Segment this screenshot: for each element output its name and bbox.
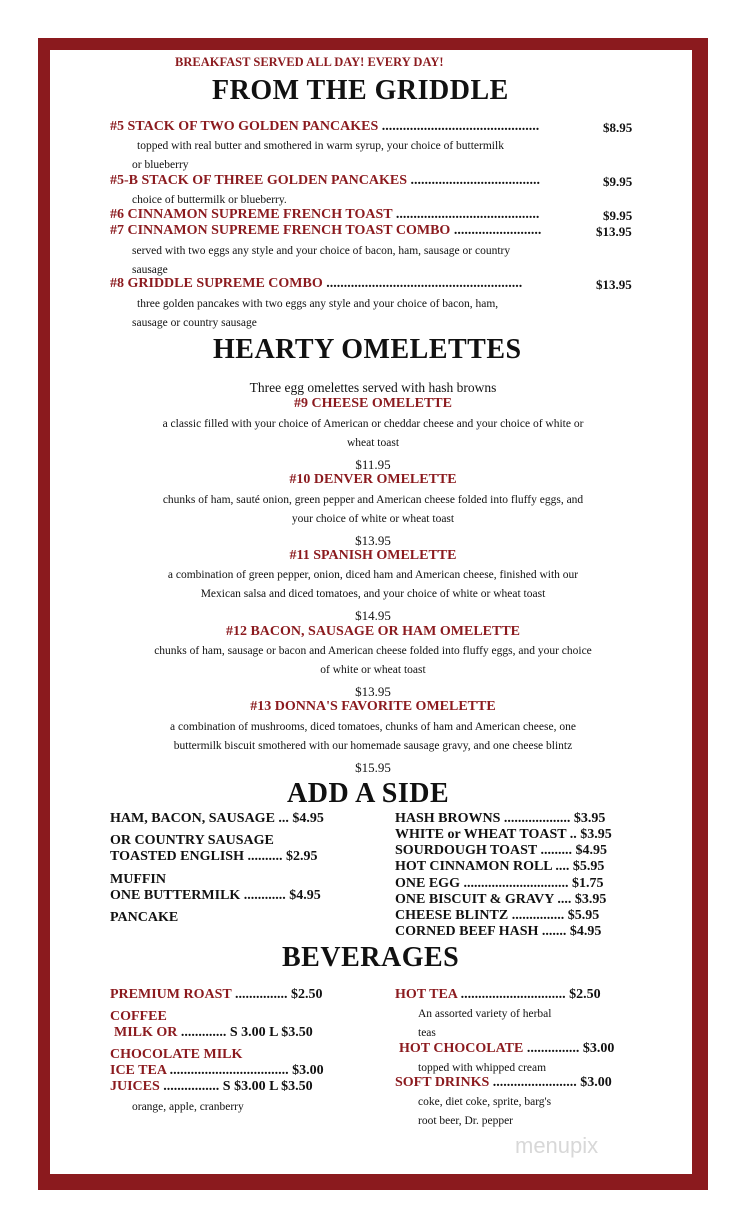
beverage-price: ............. S 3.00 L $3.50 xyxy=(177,1025,313,1040)
beverage-price: .................................. $3.00 xyxy=(166,1063,324,1078)
beverage-price: ........................ $3.00 xyxy=(489,1075,612,1090)
item-name: #7 CINNAMON SUPREME FRENCH TOAST COMBO xyxy=(110,223,451,238)
omelette-name: #10 DENVER OMELETTE xyxy=(289,472,457,487)
omelette-desc: a combination of mushrooms, diced tomatoes, chunks of ham and American cheese, one xyxy=(170,721,576,733)
side-right-item: HOT CINNAMON ROLL .... $5.95 xyxy=(395,859,605,874)
beverage-desc: coke, diet coke, sprite, barg's xyxy=(418,1096,552,1108)
beverage-desc: An assorted variety of herbal xyxy=(418,1008,552,1020)
omelette-price: $13.95 xyxy=(355,684,391,699)
item-price: $13.95 xyxy=(596,277,632,292)
side-right-item: HASH BROWNS ................... $3.95 xyxy=(395,811,606,826)
beverage-name: MILK OR xyxy=(114,1025,178,1040)
item-name: #5-B STACK OF THREE GOLDEN PANCAKES xyxy=(110,173,408,188)
beverage-desc: orange, apple, cranberry xyxy=(132,1101,244,1113)
item-price: $8.95 xyxy=(603,120,633,135)
item-desc: or blueberry xyxy=(132,159,189,171)
beverage-soft-drinks xyxy=(395,1075,612,1091)
beverage-price: ............... $2.50 xyxy=(231,987,323,1002)
griddle-title: FROM THE GRIDDLE xyxy=(212,75,509,106)
beverage-name: HOT TEA xyxy=(395,987,458,1002)
item-name: #6 CINNAMON SUPREME FRENCH TOAST xyxy=(110,207,393,222)
omelette-name: #11 SPANISH OMELETTE xyxy=(289,548,457,563)
omelette-desc: a combination of green pepper, onion, diced ham and American cheese, finished with our xyxy=(167,569,579,581)
omelettes-subtitle: Three egg omelettes served with hash browns xyxy=(249,380,497,395)
item-desc: three golden pancakes with two eggs any style and your choice of bacon, ham, xyxy=(137,298,499,310)
omelette-desc: of white or wheat toast xyxy=(320,664,426,676)
banner-text: BREAKFAST SERVED ALL DAY! EVERY DAY! xyxy=(175,55,444,69)
griddle-item-7 xyxy=(110,223,541,239)
beverage-hot-tea xyxy=(395,987,601,1003)
side-right-item: ONE BISCUIT & GRAVY .... $3.95 xyxy=(395,892,607,907)
omelette-desc: a classic filled with your choice of American or cheddar cheese and your choice of white or xyxy=(162,418,584,430)
omelette-name: #13 DONNA'S FAVORITE OMELETTE xyxy=(250,699,496,714)
item-name: #5 STACK OF TWO GOLDEN PANCAKES xyxy=(110,119,379,134)
griddle-item-5 xyxy=(110,119,539,135)
griddle-item-6 xyxy=(110,207,539,223)
side-right-item: SOURDOUGH TOAST ......... $4.95 xyxy=(395,843,607,858)
side-right-item: WHITE or WHEAT TOAST .. $3.95 xyxy=(395,827,612,842)
item-desc: sausage or country sausage xyxy=(132,317,257,329)
omelette-desc: buttermilk biscuit smothered with our homemade sausage gravy, and one cheese blintz xyxy=(173,740,573,752)
side-right-item: CORNED BEEF HASH ....... $4.95 xyxy=(395,924,602,939)
item-desc: topped with real butter and smothered in warm syrup, your choice of buttermilk xyxy=(137,140,504,152)
item-price: $13.95 xyxy=(596,224,632,239)
beverage-price: ............... $3.00 xyxy=(523,1041,615,1056)
beverage-name: ICE TEA xyxy=(110,1063,167,1078)
omelette-price: $13.95 xyxy=(355,533,391,548)
item-desc: served with two eggs any style and your choice of bacon, ham, sausage or country xyxy=(132,245,511,257)
item-dots: ......................... xyxy=(450,223,542,238)
side-left-item: ONE BUTTERMILK ............ $4.95 xyxy=(110,888,321,903)
beverage-name: SOFT DRINKS xyxy=(395,1075,490,1090)
omelettes-title: HEARTY OMELETTES xyxy=(213,334,522,365)
griddle-item-8 xyxy=(110,276,522,292)
side-left-item: MUFFIN xyxy=(110,872,166,887)
side-left-item: PANCAKE xyxy=(110,910,179,925)
omelette-name: #9 CHEESE OMELETTE xyxy=(294,396,452,411)
beverage-price: .............................. $2.50 xyxy=(457,987,601,1002)
omelette-price: $11.95 xyxy=(355,457,391,472)
item-price: $9.95 xyxy=(603,174,633,189)
omelette-desc: wheat toast xyxy=(346,437,400,449)
beverages-title: BEVERAGES xyxy=(282,942,460,973)
omelette-desc: Mexican salsa and diced tomatoes, and your choice of white or wheat toast xyxy=(200,588,546,600)
beverage-milk xyxy=(114,1025,313,1041)
beverage-juices xyxy=(110,1079,313,1095)
beverage-name: JUICES xyxy=(110,1079,160,1094)
side-right-item: ONE EGG .............................. $1.75 xyxy=(395,876,604,891)
side-left-item: OR COUNTRY SAUSAGE xyxy=(110,833,274,848)
beverage-name: COFFEE xyxy=(110,1009,167,1024)
item-dots: ............................................. xyxy=(378,119,540,134)
beverage-desc: topped with whipped cream xyxy=(418,1062,547,1074)
omelette-price: $14.95 xyxy=(355,608,391,623)
griddle-item-5b xyxy=(110,173,540,189)
beverage-ice-tea xyxy=(110,1063,324,1079)
item-name: #8 GRIDDLE SUPREME COMBO xyxy=(110,276,323,291)
beverage-name: PREMIUM ROAST xyxy=(110,987,232,1002)
beverage-name: HOT CHOCOLATE xyxy=(399,1041,524,1056)
beverage-premium-roast xyxy=(110,987,322,1003)
item-dots: ..................................... xyxy=(407,173,541,188)
item-desc: sausage xyxy=(132,264,168,276)
beverage-hot-chocolate xyxy=(399,1041,614,1057)
omelette-desc: chunks of ham, sausage or bacon and American cheese folded into fluffy eggs, and your choice xyxy=(154,645,592,657)
side-left-item: HAM, BACON, SAUSAGE ... $4.95 xyxy=(110,811,324,826)
item-dots: ........................................................ xyxy=(322,276,523,291)
side-right-item: CHEESE BLINTZ ............... $5.95 xyxy=(395,908,600,923)
omelette-name: #12 BACON, SAUSAGE OR HAM OMELETTE xyxy=(225,624,521,639)
sides-title: ADD A SIDE xyxy=(287,778,450,809)
item-desc: choice of buttermilk or blueberry. xyxy=(132,194,287,206)
beverage-desc: teas xyxy=(418,1027,436,1039)
item-price: $9.95 xyxy=(603,208,633,223)
side-left-item: TOASTED ENGLISH .......... $2.95 xyxy=(110,849,318,864)
omelette-desc: chunks of ham, sauté onion, green pepper and American cheese folded into fluffy eggs, and xyxy=(162,494,584,506)
omelette-desc: your choice of white or wheat toast xyxy=(291,513,455,525)
beverage-desc: root beer, Dr. pepper xyxy=(418,1115,514,1127)
beverage-name: CHOCOLATE MILK xyxy=(110,1047,243,1062)
omelette-price: $15.95 xyxy=(355,760,391,775)
item-dots: ......................................... xyxy=(392,207,540,222)
watermark-logo: menupix xyxy=(515,1133,599,1158)
beverage-price: ................ S $3.00 L $3.50 xyxy=(159,1079,313,1094)
